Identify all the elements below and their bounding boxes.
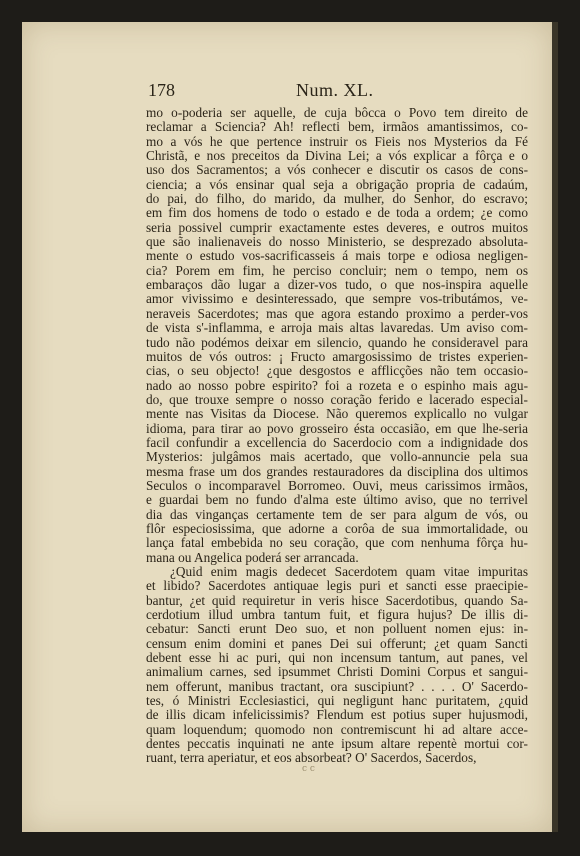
text-line: dentes peccatis inquinati ne ante ipsum altare repentè mortui cor- — [146, 736, 528, 752]
text-line: nado ao nosso pobre espirito? foi a rozeta e o espinho mais agu- — [146, 377, 528, 393]
text-line: lança fatal embebida no seu coração, que com nenhuma fôrça hu- — [146, 535, 528, 551]
text-line: mesma frase um dos grandes restauradores da disciplina dos ultimos — [146, 463, 528, 479]
text-line: facil confundir a excellencia do Sacerdocio com a indignidade dos — [146, 434, 528, 450]
text-line: e guardai bem no fundo d'alma este último aviso, que no terrivel — [146, 492, 528, 508]
text-line: mente nas Visitas da Diocese. Não queremos explicallo no vulgar — [146, 406, 528, 422]
text-line: animalium carnes, sed ipsummet Christi Domini Corpus et sangui- — [146, 664, 528, 680]
text-line: et libido? Sacerdotes antiquae legis puri et sancti esse praecipie- — [146, 578, 528, 594]
text-line: muitos de vós outros: ¡ Fructo amargosissimo de tristes experien- — [146, 348, 528, 364]
text-line: ruant, terra aperiatur, et eos absorbeat? O' Sacerdos, Sacerdos, — [146, 750, 477, 766]
text-line: Seculos o incomparavel Borromeo. Ouvi, meus carissimos irmãos, — [146, 477, 528, 493]
text-line: embaraços dão lugar a dizer-vos tudo, o que nos-inspira aquelle — [146, 277, 528, 293]
text-line: que são inalienaveis do nosso Ministerio, se desprezado absoluta- — [146, 234, 528, 250]
text-line: mente o estudo vos-sacrificasseis á mais torpe e odiosa negligen- — [146, 248, 528, 264]
text-line: em fim dos homens de todo o estado e de toda a ordem; ¿e como — [146, 205, 528, 221]
text-line: mo o-poderia ser aquelle, de cuja bôcca o Povo tem direito de — [146, 105, 528, 120]
text-line: cia? Porem em fim, he perciso concluir; nem o tempo, nem os — [146, 262, 528, 278]
text-line: quam loquendum; quomodo non contremiscunt hi ad altare acce- — [146, 721, 528, 737]
page-number: 178 — [148, 80, 175, 100]
text-line: flôr especiosissima, que adorne a corôa de sua immortalidade, ou — [146, 520, 528, 536]
text-line: de vista s'-inflamma, e arroja mais altas lavaredas. Um aviso com- — [146, 320, 528, 336]
text-line: amor vivissimo e desinteressado, que sempre vos-tributámos, ve- — [146, 291, 528, 307]
text-line: nem offerunt, manibus tractant, ora suscipiunt? . . . . O' Sacerdo- — [146, 678, 528, 694]
text-line: dia das vinganças certamente tem de ser para algum de vós, ou — [146, 506, 528, 522]
text-line: neraveis Sacerdotes; mas que agora estando proximo a perder-vos — [146, 305, 528, 321]
text-line: Christã, e nos preceitos da Divina Lei; a vós explicar a fôrça e o — [146, 148, 528, 164]
page-header — [148, 80, 466, 104]
text-line: idioma, para tirar ao povo grosseiro ésta occasião, em que lhe-seria — [146, 420, 528, 436]
body-text — [146, 106, 528, 766]
text-line: cias, o seu objecto! ¿que desgostos e afflicções não tem occasio- — [146, 363, 528, 379]
page-gutter-edge — [552, 22, 558, 832]
text-line: tes, ó Ministri Ecclesiastici, qui negligunt hanc puritatem, ¿quid — [146, 693, 528, 709]
footer-marks: c c — [302, 764, 315, 774]
text-line: do pai, do filho, do marido, da mulher, do Senhor, do escravo; — [146, 191, 528, 207]
text-line: ciencia; a vós ensinar qual seja a obrigação propria de cadaúm, — [146, 176, 528, 192]
text-line: bantur, ¿et quid requiretur in veris hisce Sacerdotibus, quando Sa- — [146, 592, 528, 608]
text-line: cerdotium illud umbra tantum fuit, et figura hujus? De illis di- — [146, 607, 528, 623]
text-line: debent esse hi ac puri, qui non incensum tantum, aut panes, vel — [146, 650, 528, 666]
text-line: mo a vós he que pertence instruir os Fieis nos Mysterios da Fé — [146, 133, 528, 149]
text-line: de illis dicam infelicissimis? Flendum est potius super hujusmodi, — [146, 707, 528, 723]
text-line: mana ou Angelica poderá ser arrancada. — [146, 549, 359, 565]
text-line: Mysterios: julgâmos mais acertado, que vollo-annuncie pela sua — [146, 449, 528, 465]
text-line: reclamar a Sciencia? Ah! reflecti bem, irmãos amantissimos, co- — [146, 119, 528, 135]
text-line: do, que trouxe sempre o nosso coração ferido e lacerado especial- — [146, 391, 528, 407]
running-title: Num. XL. — [296, 80, 374, 100]
text-line: ¿Quid enim magis dedecet Sacerdotem quam vitae impuritas — [170, 564, 528, 579]
text-line: censum enim domini et panes Dei sui offerunt; ¿et quam Sancti — [146, 635, 528, 651]
text-line: cebatur: Sancti erunt Deo suo, et non polluent nomen ejus: in- — [146, 621, 528, 637]
text-line: uso dos Sacramentos; a vós conhecer e discutir os casos de cons- — [146, 162, 528, 178]
text-line: seria possivel cumprir exactamente estes deveres, e outros muitos — [146, 219, 528, 235]
text-line: tudo não podémos deixar em silencio, quando he consideravel para — [146, 334, 528, 350]
